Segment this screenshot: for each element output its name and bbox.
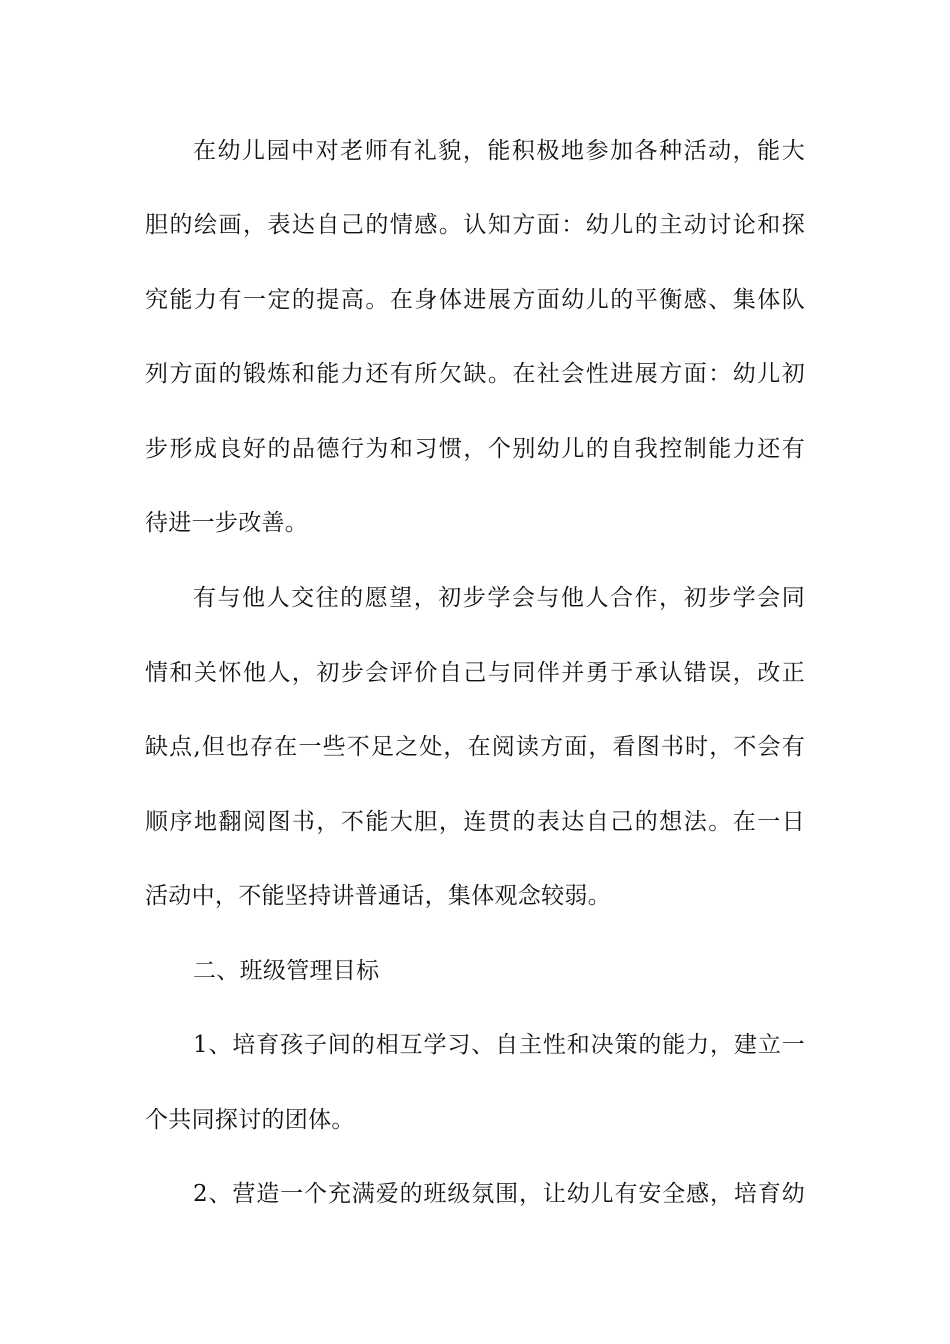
paragraph-1-line-5: 步形成良好的品德行为和习惯，个别幼儿的自我控制能力还有	[145, 436, 805, 462]
paragraph-2-line-3: 缺点,但也存在一些不足之处，在阅读方面，看图书时，不会有	[145, 734, 805, 760]
list-item-1-line-1: 1、培育孩子间的相互学习、自主性和决策的能力，建立一	[193, 1032, 805, 1058]
paragraph-2-line-2: 情和关怀他人，初步会评价自己与同伴并勇于承认错误，改正	[145, 660, 805, 686]
section-heading: 二、班级管理目标	[193, 958, 380, 984]
paragraph-1-line-4: 列方面的锻炼和能力还有所欠缺。在社会性进展方面：幼儿初	[145, 361, 805, 387]
paragraph-2-line-4: 顺序地翻阅图书，不能大胆，连贯的表达自己的想法。在一日	[145, 809, 805, 835]
list-item-1-line-2: 个共同探讨的团体。	[145, 1107, 355, 1133]
list-item-2-line-1: 2、营造一个充满爱的班级氛围，让幼儿有安全感，培育幼	[193, 1181, 805, 1207]
paragraph-2-line-5: 活动中，不能坚持讲普通话，集体观念较弱。	[145, 883, 611, 909]
paragraph-1-line-2: 胆的绘画，表达自己的情感。认知方面：幼儿的主动讨论和探	[145, 212, 805, 238]
paragraph-1-line-3: 究能力有一定的提高。在身体进展方面幼儿的平衡感、集体队	[145, 287, 805, 313]
paragraph-1-line-6: 待进一步改善。	[145, 510, 309, 536]
paragraph-2-line-1: 有与他人交往的愿望，初步学会与他人合作，初步学会同	[193, 585, 805, 611]
paragraph-1-line-1: 在幼儿园中对老师有礼貌，能积极地参加各种活动，能大	[193, 138, 805, 164]
